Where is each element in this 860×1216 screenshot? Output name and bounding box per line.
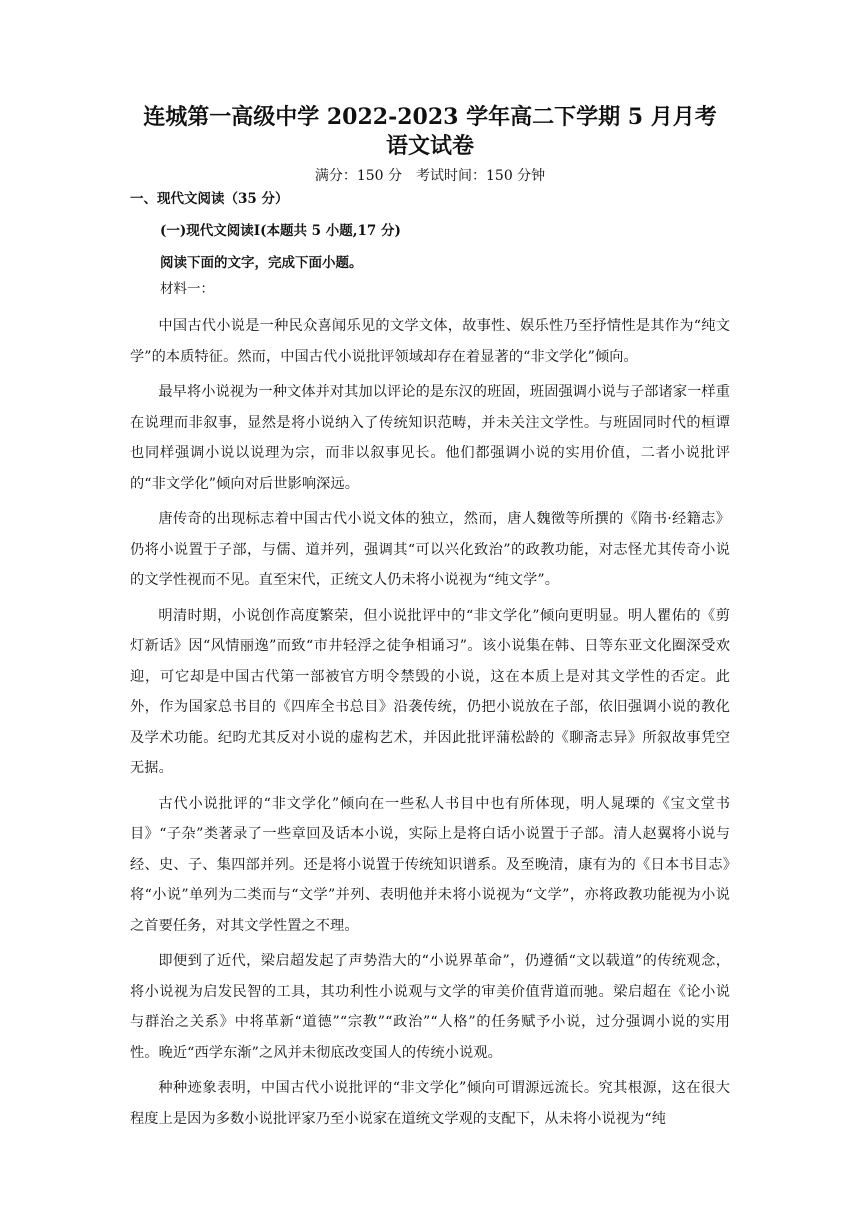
paragraph: 即便到了近代，梁启超发起了声势浩大的“小说界革命”，仍遵循“文以载道”的传统观念，将小说视为启发民智的工具，其功利性小说观与文学的审美价值背道而驰。梁启超在《论小说与群治之关系》中将革新“道德”“宗教”“政治”“人格”的任务赋予小说，过分强调小说的实用性。晚近“西学东渐”之风并未彻底改变国人的传统小说观。: [130, 953, 730, 1061]
reading-instruction: 阅读下面的文字，完成下面小题。: [160, 255, 363, 271]
material-label: 材料一：: [160, 281, 214, 297]
exam-title-line2: 语文试卷: [385, 133, 474, 159]
section-heading: 一、现代文阅读（35 分）: [130, 191, 289, 207]
paragraph: 古代小说批评的“非文学化”倾向在一些私人书目中也有所体现，明人晁瑮的《宝文堂书目》“子杂”类著录了一些章回及话本小说，实际上是将白话小说置于子部。清人赵翼将小说与经、史、子、集四部并列。还是将小说置于传统知识谱系。及至晚清，康有为的《日本书目志》将“小说”单列为二类而与“文学”并列、表明他并未将小说视为“文学”，亦将政教功能视为小说之首要任务，对其文学性置之不理。: [130, 795, 730, 934]
paragraph: 唐传奇的出现标志着中国古代小说文体的独立，然而，唐人魏徵等所撰的《隋书·经籍志》仍将小说置于子部，与儒、道并列，强调其“可以兴化致治”的政教功能，对志怪尤其传奇小说的文学性视而不见。直至宋代，正统文人仍未将小说视为“纯文学”。: [130, 511, 730, 588]
paragraph: 最早将小说视为一种文体并对其加以评论的是东汉的班固，班固强调小说与子部诸家一样重在说理而非叙事，显然是将小说纳入了传统知识范畴，并未关注文学性。与班固同时代的桓谭也同样强调小说以说理为宗，而非以叙事见长。他们都强调小说的实用价值，二者小说批评的“非文学化”倾向对后世影响深远。: [130, 384, 730, 492]
exam-page: [130, 103, 730, 1139]
exam-info: 满分：150 分 考试时间：150 分钟: [314, 168, 546, 184]
exam-title-line1: 连城第一高级中学 2022-2023 学年高二下学期 5 月月考: [143, 104, 717, 130]
subsection-heading: (一)现代文阅读Ⅰ(本题共 5 小题,17 分): [160, 223, 401, 239]
paragraph: 种种迹象表明，中国古代小说批评的“非文学化”倾向可谓源远流长。究其根源，这在很大程度上是因为多数小说批评家乃至小说家在道统文学观的支配下，从未将小说视为“纯: [130, 1080, 730, 1127]
paragraph: 中国古代小说是一种民众喜闻乐见的文学文体，故事性、娱乐性乃至抒情性是其作为“纯文学”的本质特征。然而，中国古代小说批评领域却存在着显著的“非文学化”倾向。: [130, 318, 730, 365]
paragraph: 明清时期，小说创作高度繁荣，但小说批评中的“非文学化”倾向更明显。明人瞿佑的《剪灯新话》因“风情丽逸”而致“市井轻浮之徒争相诵习”。该小说集在韩、日等东亚文化圈深受欢迎，可它却是中国古代第一部被官方明令禁毁的小说，这在本质上是对其文学性的否定。此外，作为国家总书目的《四库全书总目》沿袭传统，仍把小说放在子部，依旧强调小说的教化及学术功能。纪昀尤其反对小说的虚构艺术，并因此批评蒲松龄的《聊斋志异》所叙故事凭空无据。: [130, 607, 730, 776]
